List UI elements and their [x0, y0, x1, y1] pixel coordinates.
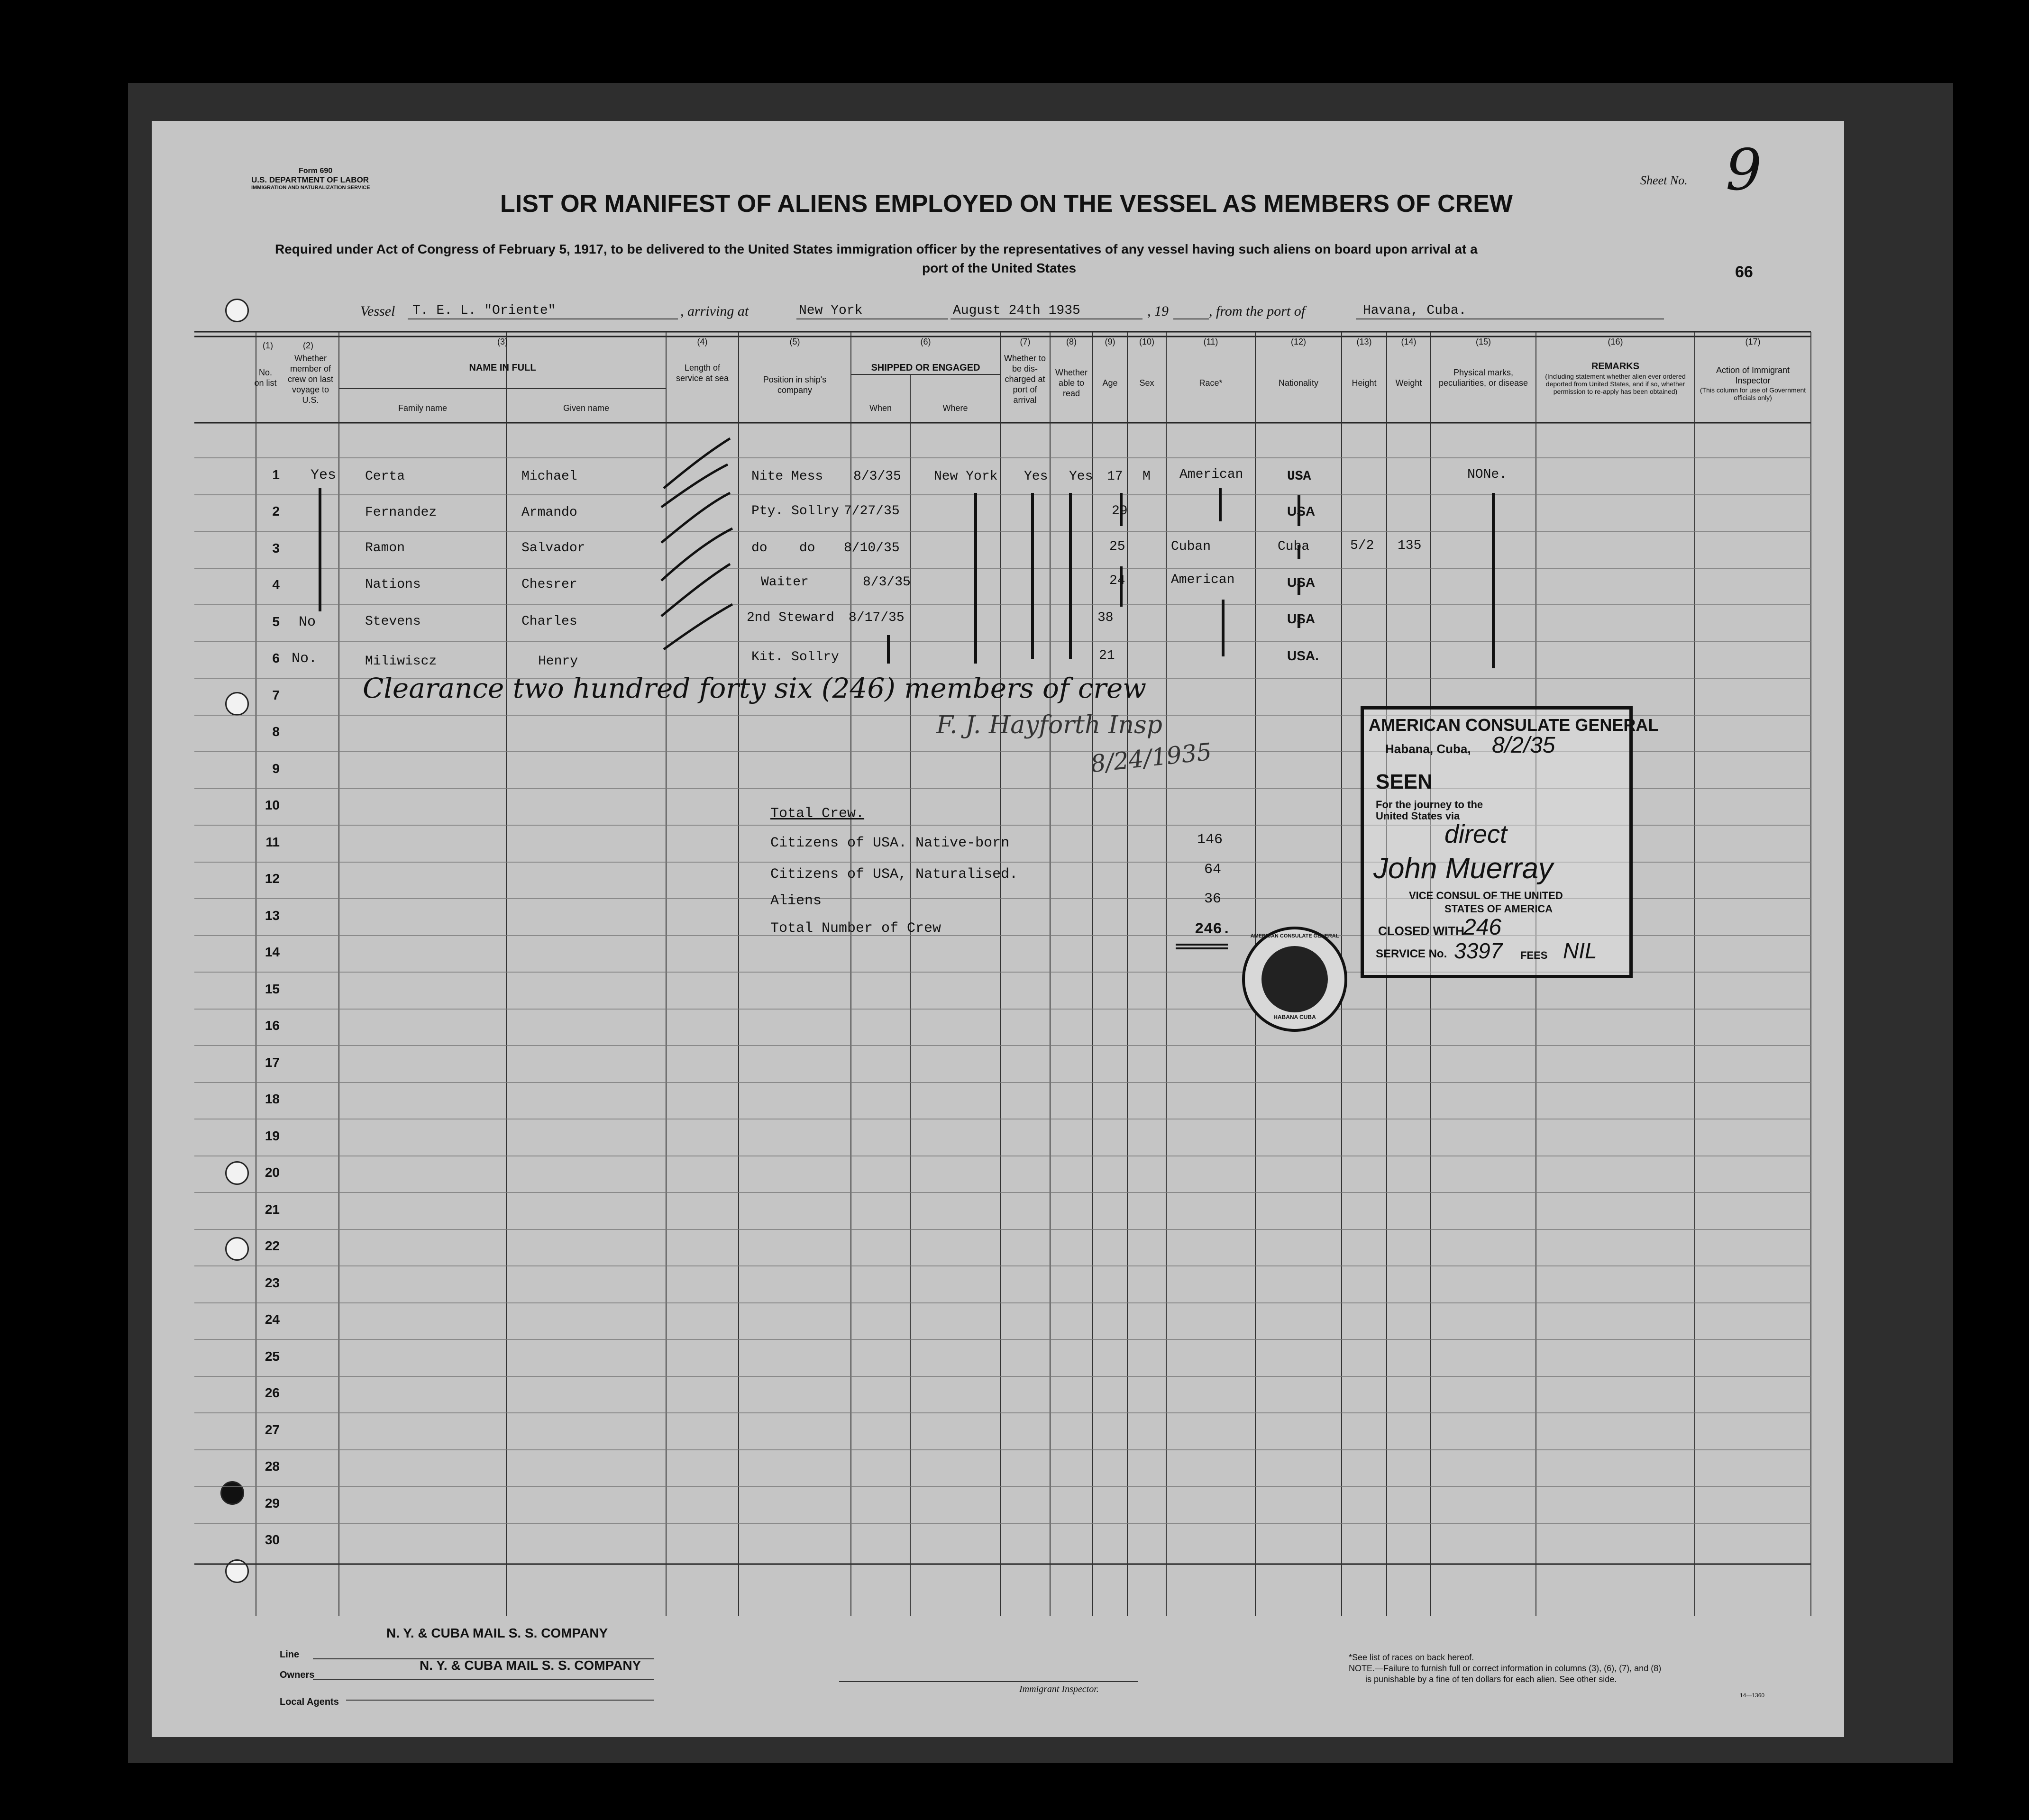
vessel-label: Vessel	[360, 303, 395, 319]
row-number: 24	[265, 1312, 280, 1327]
arrival-date: August 24th 1935	[953, 303, 1080, 318]
given-name: Michael	[521, 469, 577, 484]
page-mark: 66	[1735, 263, 1753, 281]
given-name: Henry	[538, 654, 578, 669]
prev-voyage: No.	[292, 651, 318, 667]
sheet-label: Sheet No.	[1640, 173, 1688, 187]
page-title: LIST OR MANIFEST OF ALIENS EMPLOYED ON THE VESSEL AS MEMBERS OF CREW	[500, 190, 1513, 218]
col-6-where: Where	[942, 403, 968, 413]
clearance-note: Clearance two hundred forty six (246) members of crew	[363, 672, 1147, 704]
nationality: USA.	[1287, 648, 1319, 663]
stamp-vice-consul-2: STATES OF AMERICA	[1444, 903, 1553, 915]
row-number: 26	[265, 1385, 280, 1400]
col-12-label: Nationality	[1278, 378, 1319, 388]
col-3-num: (3)	[497, 337, 508, 346]
nationality: USA	[1287, 469, 1311, 484]
col-13-label: Height	[1352, 378, 1377, 388]
stamp-title: AMERICAN CONSULATE GENERAL	[1369, 715, 1659, 735]
row-number: 20	[265, 1165, 280, 1180]
col-9-num: (9)	[1105, 337, 1115, 346]
row-number: 18	[265, 1092, 280, 1106]
total-crew-label: Total Number of Crew	[770, 920, 941, 937]
col-15-num: (15)	[1475, 337, 1491, 346]
row-number: 7	[272, 688, 280, 702]
col-8-num: (8)	[1066, 337, 1077, 346]
col-9-label: Age	[1102, 378, 1118, 388]
row-number: 17	[265, 1055, 280, 1070]
shipped-where: New York	[934, 469, 998, 484]
col-12-num: (12)	[1290, 337, 1306, 346]
col-10-label: Sex	[1139, 378, 1154, 388]
row-number: 12	[265, 871, 280, 886]
given-name: Salvador	[521, 541, 585, 555]
stamp-vice-consul-1: VICE CONSUL OF THE UNITED	[1409, 890, 1563, 901]
consulate-stamp	[1361, 706, 1659, 978]
shipped-when: 8/10/35	[844, 541, 900, 555]
service: IMMIGRATION AND NATURALIZATION SERVICE	[251, 185, 370, 191]
family-name: Miliwiscz	[365, 654, 437, 669]
row-number: 21	[265, 1202, 280, 1217]
position: Waiter	[761, 575, 809, 590]
age: 29	[1112, 504, 1128, 519]
col-7-label: Whether to be dis-charged at port of arrival	[1004, 354, 1046, 405]
footer-note-2: is punishable by a fine of ten dollars for each alien. See other side.	[1365, 1674, 1617, 1684]
row-number: 16	[265, 1018, 280, 1033]
family-name: Nations	[365, 577, 421, 592]
col-5-num: (5)	[789, 337, 800, 346]
footer-owners-label: Owners	[280, 1670, 315, 1680]
department: U.S. DEPARTMENT OF LABOR	[251, 175, 369, 184]
col-16-num: (16)	[1608, 337, 1623, 346]
consulate-seal	[1242, 927, 1347, 1032]
col-1-num: (1)	[263, 341, 273, 350]
given-name: Charles	[521, 614, 577, 629]
stamp-service-value: 3397	[1454, 938, 1503, 963]
footer-races-note: *See list of races on back hereof.	[1349, 1653, 1474, 1662]
col-14-num: (14)	[1401, 337, 1417, 346]
physical-marks: NONe.	[1467, 467, 1508, 482]
seal-top-text: AMERICAN CONSULATE GENERAL	[1250, 933, 1339, 939]
totals-heading: Total Crew.	[770, 806, 865, 822]
col-11-num: (11)	[1203, 337, 1218, 346]
row-number: 19	[265, 1128, 280, 1143]
discharged: Yes	[1024, 469, 1048, 484]
position: Nite Mess	[751, 469, 823, 484]
col-14-label: Weight	[1395, 378, 1422, 388]
col-1-label: No. on list	[254, 368, 277, 388]
vessel-name: T. E. L. "Oriente"	[412, 303, 556, 318]
inspector-date: 8/24/1935	[1089, 737, 1213, 778]
col-8-label: Whether able to read	[1055, 368, 1088, 398]
col-13-num: (13)	[1356, 337, 1372, 346]
col-7-num: (7)	[1020, 337, 1031, 346]
nationality: USA	[1287, 504, 1316, 519]
row-number: 28	[265, 1459, 280, 1474]
col-6-label: SHIPPED OR ENGAGED	[871, 363, 980, 373]
col-6-when: When	[869, 403, 892, 413]
year-label: , 19	[1147, 303, 1169, 319]
shipped-when: 8/3/35	[853, 469, 901, 484]
stamp-via: direct	[1444, 820, 1508, 848]
col-4-num: (4)	[697, 337, 708, 346]
stamp-fees-label: FEES	[1520, 949, 1548, 961]
able-to-read: Yes	[1069, 469, 1093, 484]
row-number: 27	[265, 1422, 280, 1437]
stamp-journey-1: For the journey to the	[1376, 799, 1483, 810]
given-name: Armando	[521, 505, 577, 520]
row-number: 1	[272, 467, 280, 482]
position: Kit. Sollry	[751, 650, 839, 664]
row-number: 5	[272, 614, 280, 629]
prev-voyage: Yes	[311, 467, 337, 483]
from-port-label: , from the port of	[1209, 303, 1306, 319]
stamp-fees-value: NIL	[1563, 938, 1597, 963]
col-3-family: Family name	[398, 403, 448, 413]
weight: 135	[1398, 538, 1422, 553]
aliens-label: Aliens	[770, 893, 822, 909]
footer-line-value: N. Y. & CUBA MAIL S. S. COMPANY	[386, 1626, 608, 1640]
row-number: 9	[272, 761, 280, 776]
sex: M	[1142, 469, 1151, 484]
race: American	[1179, 467, 1243, 482]
footer-line-label: Line	[280, 1649, 300, 1660]
subtitle-line-2: port of the United States	[922, 261, 1077, 275]
stamp-date: 8/2/35	[1492, 733, 1555, 758]
footer-owners-value: N. Y. & CUBA MAIL S. S. COMPANY	[420, 1658, 641, 1673]
native-born-label: Citizens of USA. Native-born	[770, 835, 1010, 851]
row-number: 11	[265, 835, 280, 849]
row-number: 14	[265, 945, 280, 959]
col-6-num: (6)	[920, 337, 931, 346]
col-3-label: NAME IN FULL	[469, 363, 536, 373]
stamp-journey-2: United States via	[1376, 810, 1460, 822]
col-16-note: (Including statement whether alien ever ordered deported from United States, and if so, whether permission to re-apply has been obtained)	[1545, 373, 1686, 395]
height: 5/2	[1350, 538, 1374, 553]
col-17-note: (This column for use of Government officials only)	[1700, 386, 1806, 401]
stamp-seen: SEEN	[1376, 770, 1433, 793]
col-2-num: (2)	[303, 341, 313, 350]
subtitle-line-1: Required under Act of Congress of February 5, 1917, to be delivered to the United States immigration officer by the representatives of any vessel having such aliens on board upon arrival at a	[275, 242, 1478, 256]
race: American	[1171, 573, 1235, 587]
row-number: 23	[265, 1275, 280, 1290]
nationality: USA	[1287, 611, 1316, 626]
eagle-emblem-icon	[1261, 946, 1328, 1012]
row-number: 29	[265, 1496, 280, 1511]
naturalised-value: 64	[1204, 862, 1222, 878]
col-5-label: Position in ship's company	[763, 375, 827, 395]
row-number: 3	[272, 541, 280, 555]
row-number: 4	[272, 577, 280, 592]
given-name: Chesrer	[521, 577, 577, 592]
age: 21	[1099, 648, 1115, 663]
footer-agents-label: Local Agents	[280, 1697, 339, 1707]
col-4-label: Length of service at sea	[676, 363, 729, 383]
native-born-value: 146	[1197, 832, 1223, 848]
form-number: Form 690	[299, 167, 333, 175]
stamp-service-label: SERVICE No.	[1376, 947, 1447, 960]
col-17-label: Action of Immigrant Inspector	[1716, 365, 1790, 385]
vice-consul-signature: John Muerray	[1373, 852, 1554, 885]
row-number: 2	[272, 504, 280, 519]
family-name: Stevens	[365, 614, 421, 629]
row-number: 22	[265, 1238, 280, 1253]
col-16-label: REMARKS	[1591, 361, 1640, 372]
footer-note-1: NOTE.—Failure to furnish full or correct information in columns (3), (6), (7), and (8)	[1349, 1664, 1662, 1673]
age: 25	[1109, 539, 1125, 554]
row-number: 25	[265, 1349, 280, 1364]
age: 24	[1109, 573, 1125, 588]
col-3-given: Given name	[563, 403, 610, 413]
col-11-label: Race*	[1199, 378, 1223, 388]
position: 2nd Steward	[747, 610, 834, 625]
total-crew-value: 246.	[1195, 920, 1231, 938]
from-port: Havana, Cuba.	[1363, 303, 1467, 318]
stamp-place: Habana, Cuba,	[1385, 742, 1471, 756]
shipped-when: 8/3/35	[863, 575, 911, 590]
row-number: 8	[272, 724, 280, 739]
age: 38	[1097, 610, 1114, 625]
position: Pty. Sollry	[751, 504, 839, 519]
prev-voyage: No	[299, 614, 316, 630]
row-number: 6	[272, 651, 280, 665]
row-number: 30	[265, 1532, 280, 1547]
row-number: 15	[265, 982, 280, 996]
col-2-label: Whether member of crew on last voyage to U.S.	[287, 354, 334, 405]
family-name: Certa	[365, 469, 405, 484]
race: Cuban	[1171, 539, 1211, 554]
nationality: USA	[1287, 575, 1316, 590]
arrival-port: New York	[799, 303, 863, 318]
age: 17	[1107, 469, 1123, 484]
row-number: 13	[265, 908, 280, 923]
stamp-closed-label: CLOSED WITH	[1378, 924, 1464, 938]
shipped-when: 8/17/35	[849, 610, 905, 625]
seal-bottom-text: HABANA CUBA	[1273, 1014, 1316, 1020]
position: do do	[751, 541, 815, 555]
shipped-when: 7/27/35	[844, 504, 900, 519]
footer-inspector-label: Immigrant Inspector.	[1019, 1684, 1099, 1694]
family-name: Fernandez	[365, 505, 437, 520]
arriving-label: , arriving at	[680, 303, 749, 319]
col-15-label: Physical marks, peculiarities, or disease	[1438, 368, 1528, 388]
aliens-value: 36	[1204, 891, 1222, 907]
naturalised-label: Citizens of USA, Naturalised.	[770, 866, 1018, 883]
stamp-closed-value: 246	[1463, 915, 1502, 940]
nationality: Cuba	[1278, 539, 1310, 554]
inspector-signature: F. J. Hayforth Insp	[936, 711, 1162, 739]
family-name: Ramon	[365, 541, 405, 555]
row-number: 10	[265, 798, 280, 812]
footer-print-code: 14—1360	[1740, 1692, 1765, 1699]
sheet-number: 9	[1726, 137, 1762, 203]
col-17-num: (17)	[1745, 337, 1761, 346]
col-10-num: (10)	[1139, 337, 1154, 346]
